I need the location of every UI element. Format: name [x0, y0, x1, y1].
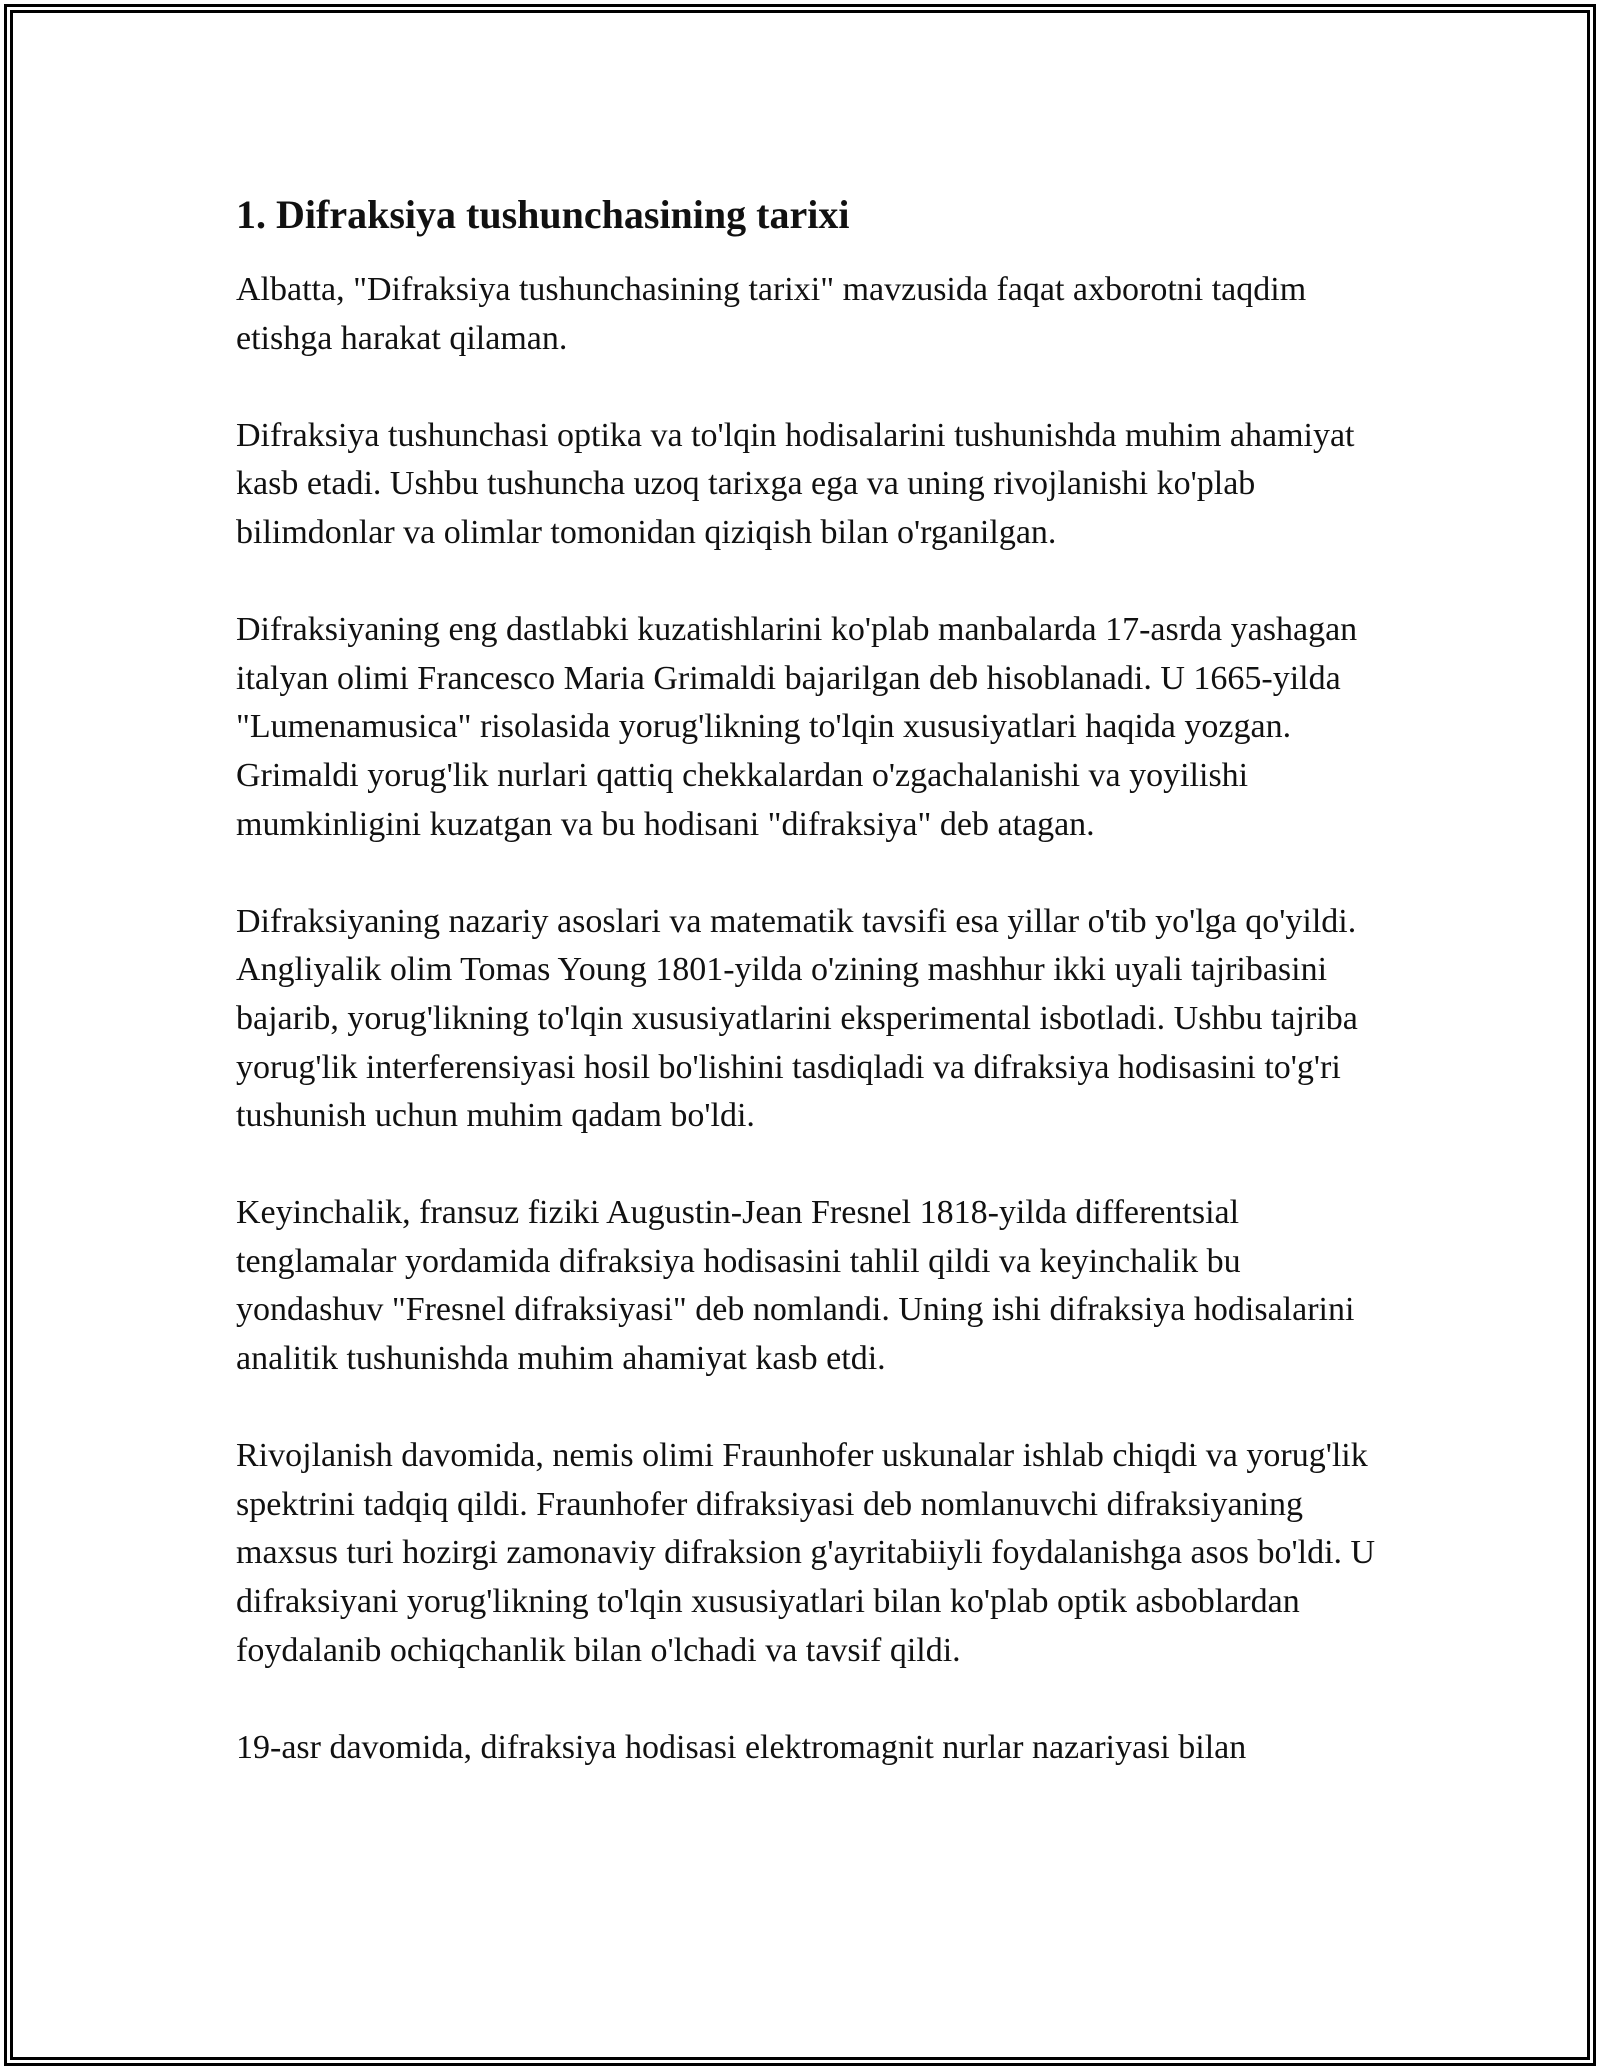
document-body — [236, 186, 1376, 1772]
paragraph-fraunhofer: Rivojlanish davomida, nemis olimi Fraunhofer uskunalar ishlab chiqdi va yorug'lik spektrini tadqiq qildi. Fraunhofer difraksiyasi deb nomlanuvchi difraksiyaning maxsus turi hozirgi zamonaviy difraksion g'ayritabiiyli foydalanishga asos bo'ldi. U difraksiyani yorug'likning to'lqin xususiyatlari bilan ko'plab optik asboblardan foydalanib ochiqchanlik bilan o'lchadi va tavsif qildi. — [236, 1437, 1376, 1669]
paragraph-young: Difraksiyaning nazariy asoslari va matematik tavsifi esa yillar o'tib yo'lga qo'yildi. Angliyalik olim Tomas Young 1801-yilda o'zining mashhur ikki uyali tajribasini bajarib, yorug'likning to'lqin xususiyatlarini eksperimental isbotladi. Ushbu tajriba yorug'lik interferensiyasi hosil bo'lishini tasdiqladi va difraksiya hodisasini to'g'ri tushunish uchun muhim qadam bo'ldi. — [236, 902, 1358, 1135]
paragraph-19th-century: 19-asr davomida, difraksiya hodisasi elektromagnit nurlar nazariyasi bilan — [236, 1728, 1247, 1766]
section-heading: 1. Difraksiya tushunchasining tarixi — [236, 192, 850, 237]
paragraph-fresnel: Keyinchalik, fransuz fiziki Augustin-Jean Fresnel 1818-yilda differentsial tenglamalar yordamida difraksiya hodisasini tahlil qildi va keyinchalik bu yondashuv "Fresnel difraksiyasi" deb nomlandi. Uning ishi difraksiya hodisalarini analitik tushunishda muhim ahamiyat kasb etdi. — [236, 1194, 1355, 1378]
paragraph-importance: Difraksiya tushunchasi optika va to'lqin hodisalarini tushunishda muhim ahamiyat kasb etadi. Ushbu tushuncha uzoq tarixga ega va uning rivojlanishi ko'plab bilimdonlar va olimlar tomonidan qiziqish bilan o'rganilgan. — [236, 416, 1355, 551]
paragraph-intro: Albatta, "Difraksiya tushunchasining tarixi" mavzusida faqat axborotni taqdim etishga harakat qilaman. — [236, 271, 1307, 357]
paragraph-grimaldi: Difraksiyaning eng dastlabki kuzatishlarini ko'plab manbalarda 17-asrda yashagan italyan olimi Francesco Maria Grimaldi bajarilgan deb hisoblanadi. U 1665-yilda "Lumenamusica" risolasida yorug'likning to'lqin xususiyatlari haqida yozgan. Grimaldi yorug'lik nurlari qattiq chekkalardan o'zgachalanishi va yoyilishi mumkinligini kuzatgan va bu hodisani "difraksiya" deb atagan. — [236, 611, 1358, 843]
